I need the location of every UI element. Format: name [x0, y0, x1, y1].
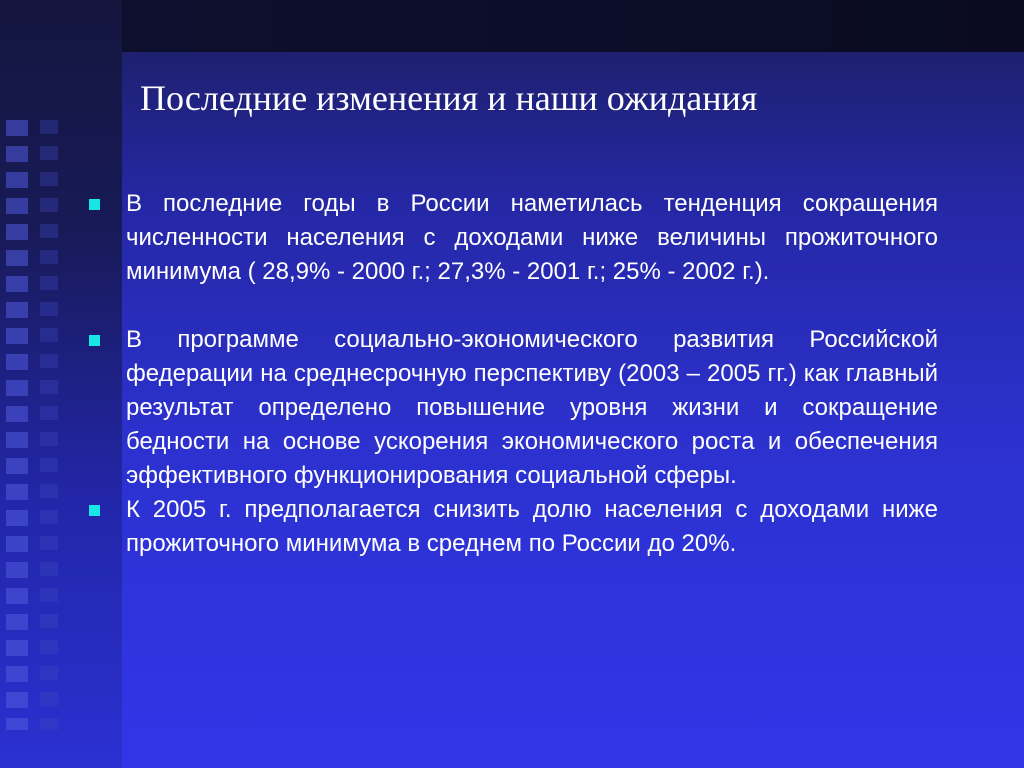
bullet-item — [86, 493, 938, 561]
decor-squares-column-secondary — [40, 120, 58, 730]
square-bullet-icon — [89, 335, 100, 346]
bullet-text: В последние годы в России наметилась тенденция сокращения численности населения с доходами ниже величины прожиточного минимума ( 28,9% - 2000 г.; 27,3% - 2001 г.; 25% - 2002 г.). — [126, 190, 938, 285]
bullet-text: В программе социально-экономического развития Российской федерации на среднесрочную перспективу (2003 – 2005 гг.) как главный результат определено повышение уровня жизни и сокращение бедности на основе ускорения экономического роста и обеспечения эффективного функционирования социальной сферы. — [126, 326, 938, 489]
bullet-item — [86, 323, 938, 493]
bullet-item — [86, 187, 938, 289]
decor-squares-column — [6, 120, 28, 730]
top-band — [0, 0, 1024, 52]
square-bullet-icon — [89, 505, 100, 516]
bullet-list — [86, 187, 938, 561]
square-bullet-icon — [89, 199, 100, 210]
bullet-text: К 2005 г. предполагается снизить долю населения с доходами ниже прожиточного минимума в среднем по России до 20%. — [126, 496, 938, 557]
slide-title: Последние изменения и наши ожидания — [140, 78, 758, 118]
